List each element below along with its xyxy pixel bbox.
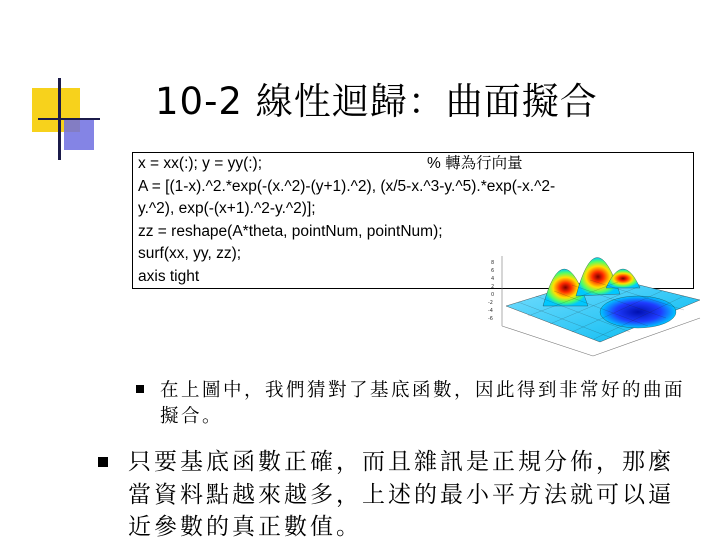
- z-tick-label: 4: [491, 276, 495, 282]
- z-tick-label: -2: [488, 300, 493, 306]
- code-line: axis tight: [138, 267, 200, 285]
- z-tick-label: 8: [491, 260, 495, 266]
- bullet-marker: [98, 457, 108, 467]
- code-comment: % 轉為行向量: [427, 155, 523, 172]
- z-tick-label: -4: [488, 308, 493, 314]
- z-tick-label: 6: [491, 268, 495, 274]
- code-line: surf(xx, yy, zz);: [138, 245, 242, 263]
- code-line: x = xx(:); y = yy(:);: [138, 155, 263, 172]
- z-tick-label: 2: [491, 284, 495, 290]
- z-tick-label: 0: [491, 292, 495, 298]
- surface-plot-image: [488, 214, 708, 364]
- logo-blue-block: [64, 120, 94, 150]
- code-line: A = [(1-x).^2.*exp(-(x.^2)-(y+1).^2), (x/5-x.^3-y.^5).*exp(-x.^2-: [138, 177, 556, 195]
- bullet-text-level1: 只要基底函數正確，而且雜訊是正規分佈，那麼當資料點越來越多，上述的最小平方法就可以逼近參數的真正數值。: [128, 449, 674, 540]
- slide-title: 10-2 線性迴歸：曲面擬合: [155, 80, 598, 123]
- z-tick-label: -6: [488, 316, 493, 322]
- bullet-text-level2: 在上圖中，我們猜對了基底函數，因此得到非常好的曲面擬合。: [160, 380, 686, 427]
- logo-horizontal-line: [38, 118, 100, 120]
- bullet-marker: [136, 385, 144, 393]
- code-line: y.^2), exp(-(x+1).^2-y.^2)];: [138, 200, 316, 218]
- code-line: zz = reshape(A*theta, pointNum, pointNum);: [138, 222, 443, 240]
